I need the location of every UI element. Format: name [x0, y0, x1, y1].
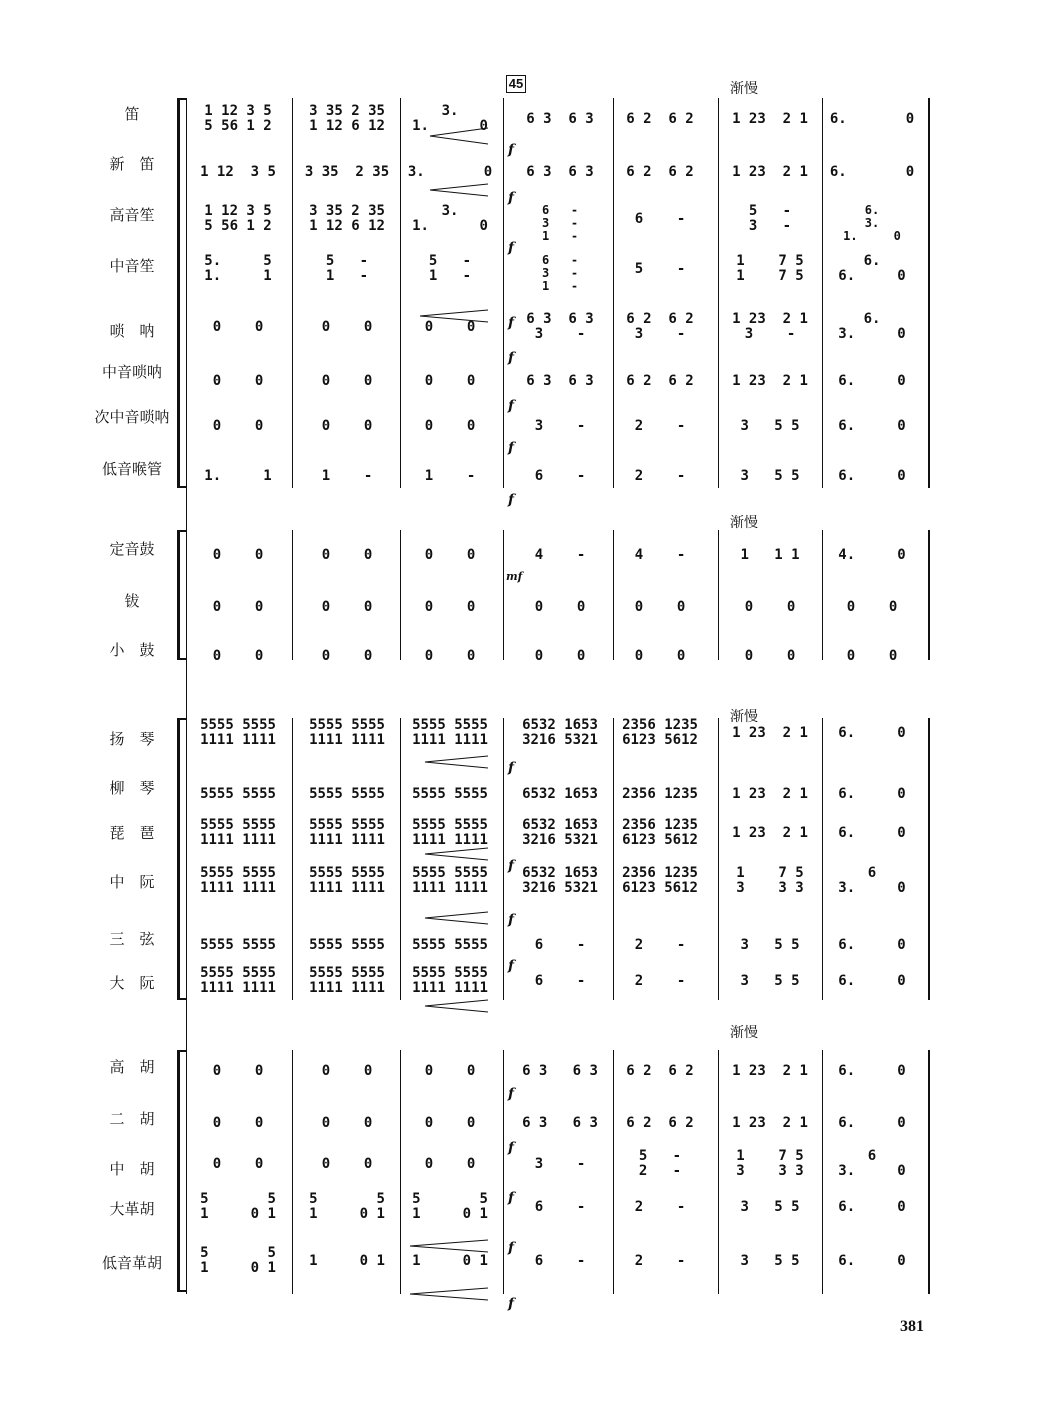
notation-cizhongsuona-m3: 0 0 [424, 418, 476, 434]
notation-bo-m5: 0 0 [634, 599, 686, 615]
notation-daruan-m6: 3 5 5 [740, 973, 800, 989]
notation-gaoyinsheng-m1: 1 12 3 5 5 56 1 2 [204, 203, 272, 234]
notation-erhu-m3: 0 0 [424, 1115, 476, 1131]
instrument-label-cizhongsuona: 次中音唢呐 [94, 408, 170, 426]
notation-dagehu-m6: 3 5 5 [740, 1199, 800, 1215]
notation-dingyingu-m6: 1 1 1 [740, 547, 800, 563]
crescendo-hairpin [425, 1000, 488, 1012]
instrument-label-zhonghu: 中 胡 [109, 1160, 155, 1178]
notation-diyingehu-m6: 3 5 5 [740, 1253, 800, 1269]
instrument-label-dingyingu: 定音鼓 [109, 540, 155, 558]
notation-dagehu-m7: 6. 0 [838, 1199, 906, 1215]
notation-dagehu-m3: 5 5 1 0 1 [412, 1191, 488, 1222]
notation-di-m4: 6 3 6 3 [526, 111, 594, 127]
notation-zhongyinsheng-m1: 5. 5 1. 1 [204, 253, 272, 284]
notation-cizhongsuona-m7: 6. 0 [838, 418, 906, 434]
notation-bo-m7: 0 0 [846, 599, 898, 615]
dynamic-forte: f [508, 440, 515, 456]
notation-liuqin-m3: 5555 5555 [412, 786, 488, 802]
instrument-label-sanxian: 三 弦 [109, 930, 155, 948]
notation-diyingehu-m5: 2 - [634, 1253, 686, 1269]
notation-di-m6: 1 23 2 1 [732, 111, 808, 127]
instrument-label-houguan: 低音喉管 [101, 460, 162, 478]
notation-xiaogu-m7: 0 0 [846, 648, 898, 664]
notation-erhu-m6: 1 23 2 1 [732, 1115, 808, 1131]
notation-suona-m7: 6. 3. 0 [838, 311, 906, 342]
notation-zhonghu-m2: 0 0 [321, 1156, 373, 1172]
notation-sanxian-m5: 2 - [634, 937, 686, 953]
notation-pipa-m7: 6. 0 [838, 825, 906, 841]
notation-pipa-m6: 1 23 2 1 [732, 825, 808, 841]
notation-yangqin-m6: 1 23 2 1 [732, 725, 808, 741]
dynamic-forte: f [508, 142, 515, 158]
notation-zhongruan-m3: 5555 5555 1111 1111 [412, 865, 488, 896]
notation-xindi-m3: 3. 0 [407, 164, 493, 180]
notation-zhongsuona-m7: 6. 0 [838, 373, 906, 389]
notation-di-m1: 1 12 3 5 5 56 1 2 [204, 103, 272, 134]
notation-dagehu-m2: 5 5 1 0 1 [309, 1191, 385, 1222]
instrument-label-suona: 唢 呐 [109, 322, 155, 340]
notation-gaohu-m2: 0 0 [321, 1063, 373, 1079]
notation-diyingehu-m7: 6. 0 [838, 1253, 906, 1269]
notation-xindi-m4: 6 3 6 3 [526, 164, 594, 180]
dynamic-forte: f [508, 1086, 515, 1102]
notation-gaohu-m7: 6. 0 [838, 1063, 906, 1079]
instrument-label-zhongsuona: 中音唢呐 [101, 363, 162, 381]
notation-suona-m3: 0 0 [424, 319, 476, 335]
notation-sanxian-m3: 5555 5555 [412, 937, 488, 953]
notation-zhongyinsheng-m7: 6. 6. 0 [838, 253, 906, 284]
rehearsal-mark: 45 [506, 75, 526, 93]
notation-zhonghu-m7: 6 3. 0 [838, 1148, 906, 1179]
dynamic-forte: f [508, 958, 515, 974]
notation-zhongsuona-m3: 0 0 [424, 373, 476, 389]
notation-pipa-m4: 6532 1653 3216 5321 [522, 817, 598, 848]
notation-bo-m3: 0 0 [424, 599, 476, 615]
notation-zhongruan-m4: 6532 1653 3216 5321 [522, 865, 598, 896]
instrument-label-gaoyinsheng: 高音笙 [109, 206, 155, 224]
notation-gaohu-m4: 6 3 6 3 [522, 1063, 598, 1079]
tempo-mark-plucked: 渐慢 [730, 709, 758, 725]
notation-cizhongsuona-m4: 3 - [534, 418, 586, 434]
dynamic-forte: f [508, 760, 515, 776]
notation-zhongyinsheng-m6: 1 7 5 1 7 5 [736, 253, 804, 284]
notation-houguan-m1: 1. 1 [204, 468, 272, 484]
notation-zhongsuona-m1: 0 0 [212, 373, 264, 389]
notation-cizhongsuona-m2: 0 0 [321, 418, 373, 434]
notation-gaoyinsheng-m7: 6. 3. 1. 0 [843, 203, 901, 243]
dynamic-forte: f [508, 1240, 515, 1256]
tempo-mark-winds: 渐慢 [730, 81, 758, 97]
notation-pipa-m1: 5555 5555 1111 1111 [200, 817, 276, 848]
notation-daruan-m1: 5555 5555 1111 1111 [200, 965, 276, 996]
notation-sanxian-m1: 5555 5555 [200, 937, 276, 953]
crescendo-hairpin [425, 756, 488, 768]
notation-pipa-m5: 2356 1235 6123 5612 [622, 817, 698, 848]
dynamic-forte: f [508, 1190, 515, 1206]
notation-daruan-m5: 2 - [634, 973, 686, 989]
dynamic-forte: f [508, 1140, 515, 1156]
notation-pipa-m3: 5555 5555 1111 1111 [412, 817, 488, 848]
dynamic-forte: f [508, 912, 515, 928]
notation-zhongsuona-m5: 6 2 6 2 [626, 373, 694, 389]
notation-cizhongsuona-m1: 0 0 [212, 418, 264, 434]
dynamic-forte: f [508, 492, 515, 508]
instrument-label-di: 笛 [124, 105, 140, 123]
dynamic-forte: f [508, 315, 515, 331]
notation-daruan-m3: 5555 5555 1111 1111 [412, 965, 488, 996]
notation-xindi-m5: 6 2 6 2 [626, 164, 694, 180]
tempo-mark-percussion: 渐慢 [730, 515, 758, 531]
notation-zhonghu-m3: 0 0 [424, 1156, 476, 1172]
notation-bo-m1: 0 0 [212, 599, 264, 615]
notation-houguan-m3: 1 - [424, 468, 476, 484]
instrument-label-erhu: 二 胡 [109, 1110, 155, 1128]
instrument-label-diyingehu: 低音革胡 [101, 1254, 162, 1272]
notation-suona-m6: 1 23 2 1 3 - [732, 311, 808, 342]
notation-bo-m4: 0 0 [534, 599, 586, 615]
notation-liuqin-m4: 6532 1653 [522, 786, 598, 802]
notation-xiaogu-m3: 0 0 [424, 648, 476, 664]
notation-cizhongsuona-m5: 2 - [634, 418, 686, 434]
notation-zhongyinsheng-m4: 6 - 3 - 1 - [541, 253, 579, 293]
instrument-label-liuqin: 柳 琴 [109, 779, 155, 797]
tempo-mark-bowed: 渐慢 [730, 1025, 758, 1041]
notation-xindi-m2: 3 35 2 35 [304, 164, 390, 180]
crescendo-hairpin [410, 1240, 488, 1252]
notation-houguan-m7: 6. 0 [838, 468, 906, 484]
crescendo-hairpin [430, 184, 488, 196]
dynamic-forte: f [508, 240, 515, 256]
notation-sanxian-m2: 5555 5555 [309, 937, 385, 953]
notation-dingyingu-m3: 0 0 [424, 547, 476, 563]
instrument-label-xiaogu: 小 鼓 [109, 641, 155, 659]
notation-di-m3: 3. 1. 0 [412, 103, 488, 134]
notation-houguan-m2: 1 - [321, 468, 373, 484]
notation-yangqin-m5: 2356 1235 6123 5612 [622, 717, 698, 748]
notation-suona-m2: 0 0 [321, 319, 373, 335]
instrument-label-pipa: 琵 琶 [109, 824, 155, 842]
notation-zhongruan-m6: 1 7 5 3 3 3 [736, 865, 804, 896]
notation-gaoyinsheng-m2: 3 35 2 35 1 12 6 12 [309, 203, 385, 234]
page-number: 381 [900, 1318, 924, 1335]
crescendo-hairpin [430, 128, 488, 144]
notation-suona-m4: 6 3 6 3 3 - [526, 311, 594, 342]
notation-sanxian-m6: 3 5 5 [740, 937, 800, 953]
notation-daruan-m7: 6. 0 [838, 973, 906, 989]
notation-zhongyinsheng-m5: 5 - [634, 261, 686, 277]
notation-dagehu-m4: 6 - [534, 1199, 586, 1215]
instrument-label-zhongruan: 中 阮 [109, 873, 155, 891]
notation-erhu-m1: 0 0 [212, 1115, 264, 1131]
notation-liuqin-m6: 1 23 2 1 [732, 786, 808, 802]
dynamic-forte: f [508, 858, 515, 874]
notation-zhonghu-m6: 1 7 5 3 3 3 [736, 1148, 804, 1179]
notation-gaoyinsheng-m6: 5 - 3 - [748, 203, 792, 234]
notation-zhonghu-m4: 3 - [534, 1156, 586, 1172]
notation-sanxian-m7: 6. 0 [838, 937, 906, 953]
notation-di-m2: 3 35 2 35 1 12 6 12 [309, 103, 385, 134]
notation-gaohu-m1: 0 0 [212, 1063, 264, 1079]
notation-xindi-m6: 1 23 2 1 [732, 164, 808, 180]
crescendo-hairpin [425, 848, 488, 860]
dynamic-forte: f [508, 398, 515, 414]
notation-diyingehu-m3: 1 0 1 [412, 1253, 488, 1269]
notation-dingyingu-m1: 0 0 [212, 547, 264, 563]
notation-gaoyinsheng-m4: 6 - 3 - 1 - [541, 203, 579, 243]
instrument-label-zhongyinsheng: 中音笙 [109, 257, 155, 275]
notation-erhu-m4: 6 3 6 3 [522, 1115, 598, 1131]
notation-yangqin-m2: 5555 5555 1111 1111 [309, 717, 385, 748]
notation-diyingehu-m2: 1 0 1 [309, 1253, 385, 1269]
notation-erhu-m5: 6 2 6 2 [626, 1115, 694, 1131]
notation-zhonghu-m1: 0 0 [212, 1156, 264, 1172]
notation-daruan-m2: 5555 5555 1111 1111 [309, 965, 385, 996]
notation-dingyingu-m7: 4. 0 [838, 547, 906, 563]
notation-yangqin-m1: 5555 5555 1111 1111 [200, 717, 276, 748]
crescendo-hairpin [425, 912, 488, 924]
notation-yangqin-m4: 6532 1653 3216 5321 [522, 717, 598, 748]
notation-pipa-m2: 5555 5555 1111 1111 [309, 817, 385, 848]
notation-xiaogu-m5: 0 0 [634, 648, 686, 664]
notation-cizhongsuona-m6: 3 5 5 [740, 418, 800, 434]
notation-zhongsuona-m4: 6 3 6 3 [526, 373, 594, 389]
notation-zhongsuona-m2: 0 0 [321, 373, 373, 389]
notation-bo-m2: 0 0 [321, 599, 373, 615]
dynamic-forte: f [508, 350, 515, 366]
notation-liuqin-m2: 5555 5555 [309, 786, 385, 802]
notation-zhonghu-m5: 5 - 2 - [638, 1148, 682, 1179]
notation-erhu-m7: 6. 0 [838, 1115, 906, 1131]
notation-xiaogu-m2: 0 0 [321, 648, 373, 664]
notation-houguan-m4: 6 - [534, 468, 586, 484]
instrument-label-xindi: 新 笛 [109, 155, 155, 173]
notation-diyingehu-m4: 6 - [534, 1253, 586, 1269]
dynamic-forte: f [508, 190, 515, 206]
notation-yangqin-m3: 5555 5555 1111 1111 [412, 717, 488, 748]
notation-xiaogu-m4: 0 0 [534, 648, 586, 664]
notation-houguan-m5: 2 - [634, 468, 686, 484]
notation-suona-m1: 0 0 [212, 319, 264, 335]
notation-xindi-m7: 6. 0 [829, 164, 915, 180]
notation-liuqin-m1: 5555 5555 [200, 786, 276, 802]
notation-diyingehu-m1: 5 5 1 0 1 [200, 1245, 276, 1276]
instrument-label-dagehu: 大革胡 [109, 1200, 155, 1218]
notation-dingyingu-m2: 0 0 [321, 547, 373, 563]
notation-yangqin-m7: 6. 0 [838, 725, 906, 741]
notation-dingyingu-m5: 4 - [634, 547, 686, 563]
instrument-label-bo: 钹 [124, 592, 140, 610]
notation-zhongruan-m5: 2356 1235 6123 5612 [622, 865, 698, 896]
notation-zhongruan-m1: 5555 5555 1111 1111 [200, 865, 276, 896]
notation-di-m5: 6 2 6 2 [626, 111, 694, 127]
notation-zhongruan-m2: 5555 5555 1111 1111 [309, 865, 385, 896]
notation-zhongyinsheng-m2: 5 - 1 - [325, 253, 369, 284]
crescendo-hairpin [420, 310, 488, 322]
notation-erhu-m2: 0 0 [321, 1115, 373, 1131]
notation-zhongyinsheng-m3: 5 - 1 - [428, 253, 472, 284]
notation-dagehu-m1: 5 5 1 0 1 [200, 1191, 276, 1222]
instrument-label-daruan: 大 阮 [109, 974, 155, 992]
notation-di-m7: 6. 0 [829, 111, 915, 127]
instrument-label-gaohu: 高 胡 [109, 1058, 155, 1076]
notation-gaohu-m5: 6 2 6 2 [626, 1063, 694, 1079]
dynamic-mezzo-forte: mf [506, 570, 523, 583]
notation-gaohu-m6: 1 23 2 1 [732, 1063, 808, 1079]
instrument-label-yangqin: 扬 琴 [109, 730, 155, 748]
notation-sanxian-m4: 6 - [534, 937, 586, 953]
notation-liuqin-m7: 6. 0 [838, 786, 906, 802]
crescendo-hairpin [410, 1288, 488, 1300]
notation-xindi-m1: 1 12 3 5 [200, 164, 276, 180]
notation-xiaogu-m1: 0 0 [212, 648, 264, 664]
notation-zhongsuona-m6: 1 23 2 1 [732, 373, 808, 389]
notation-bo-m6: 0 0 [744, 599, 796, 615]
notation-gaoyinsheng-m3: 3. 1. 0 [412, 203, 488, 234]
dynamic-forte: f [508, 1296, 515, 1312]
notation-daruan-m4: 6 - [534, 973, 586, 989]
notation-liuqin-m5: 2356 1235 [622, 786, 698, 802]
notation-xiaogu-m6: 0 0 [744, 648, 796, 664]
notation-dingyingu-m4: 4 - [534, 547, 586, 563]
notation-zhongruan-m7: 6 3. 0 [838, 865, 906, 896]
notation-dagehu-m5: 2 - [634, 1199, 686, 1215]
notation-gaohu-m3: 0 0 [424, 1063, 476, 1079]
notation-gaoyinsheng-m5: 6 - [634, 211, 686, 227]
notation-houguan-m6: 3 5 5 [740, 468, 800, 484]
notation-suona-m5: 6 2 6 2 3 - [626, 311, 694, 342]
